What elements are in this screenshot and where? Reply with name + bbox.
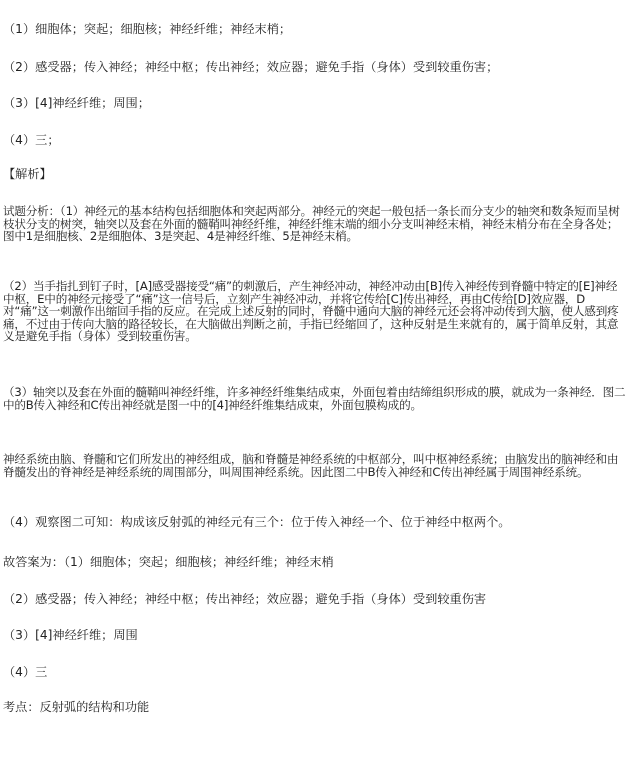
analysis-paragraph-3: （3）轴突以及套在外面的髓鞘叫神经纤维，许多神经纤维集结成束，外面包着由结缔组织形成的膜，就成为一条神经．图二中的B传入神经和C传出神经就是图一中的[4]神经纤维集结成束，外面包膜构成的。 xyxy=(3,385,626,412)
final-answer-line-1: 故答案为：（1）细胞体；突起；细胞核；神经纤维；神经末梢 xyxy=(3,555,334,569)
final-answer-line-4: （4）三 xyxy=(3,665,48,679)
analysis-paragraph-5: （4）观察图二可知：构成该反射弧的神经元有三个：位于传入神经一个、位于神经中枢两个。 xyxy=(3,515,511,529)
answer-line-1: （1）细胞体；突起；细胞核；神经纤维；神经末梢； xyxy=(3,22,292,36)
analysis-paragraph-2: （2）当手指扎到钉子时，[A]感受器接受“痛”的刺激后，产生神经冲动，神经冲动由[B]传入神经传到脊髓中特定的[E]神经中枢，E中的神经元接受了“痛”这一信号后，立刻产生神经冲动，并将它传给[C]传出神经，再由C传给[D]效应器，D对“痛”这一刺激作出缩回手指的反应。在完成上述反射的同时，脊髓中通向大脑的神经元还会将冲动传到大脑，使人感到疼痛，不过由于传向大脑的路径较长，在大脑做出判断之前，手指已经缩回了，这种反射是生来就有的，属于简单反射，其意义是避免手指（身体）受到较重伤害。 xyxy=(3,279,619,343)
answer-line-4: （4）三； xyxy=(3,133,60,147)
knowledge-point: 考点：反射弧的结构和功能 xyxy=(3,700,150,714)
analysis-paragraph-1: 试题分析：（1）神经元的基本结构包括细胞体和突起两部分。神经元的突起一般包括一条长而分支少的轴突和数条短而呈树枝状分支的树突，轴突以及套在外面的髓鞘叫神经纤维，神经纤维末端的细小分支叫神经末梢，神经末梢分布在全身各处；图中1是细胞核、2是细胞体、3是突起、4是神经纤维、5是神经末梢。 xyxy=(3,204,620,243)
final-answer-line-2: （2）感受器；传入神经；神经中枢；传出神经；效应器；避免手指（身体）受到较重伤害 xyxy=(3,592,487,606)
final-answer-line-3: （3）[4]神经纤维；周围 xyxy=(3,628,138,642)
answer-line-2: （2）感受器；传入神经；神经中枢；传出神经；效应器；避免手指（身体）受到较重伤害； xyxy=(3,60,499,74)
answer-line-3: （3）[4]神经纤维；周围； xyxy=(3,96,150,110)
analysis-paragraph-4: 神经系统由脑、脊髓和它们所发出的神经组成，脑和脊髓是神经系统的中枢部分，叫中枢神经系统；由脑发出的脑神经和由脊髓发出的脊神经是神经系统的周围部分，叫周围神经系统。因此图二中B传入神经和C传出神经属于周围神经系统。 xyxy=(3,452,619,479)
analysis-heading: 【解析】 xyxy=(3,167,52,181)
